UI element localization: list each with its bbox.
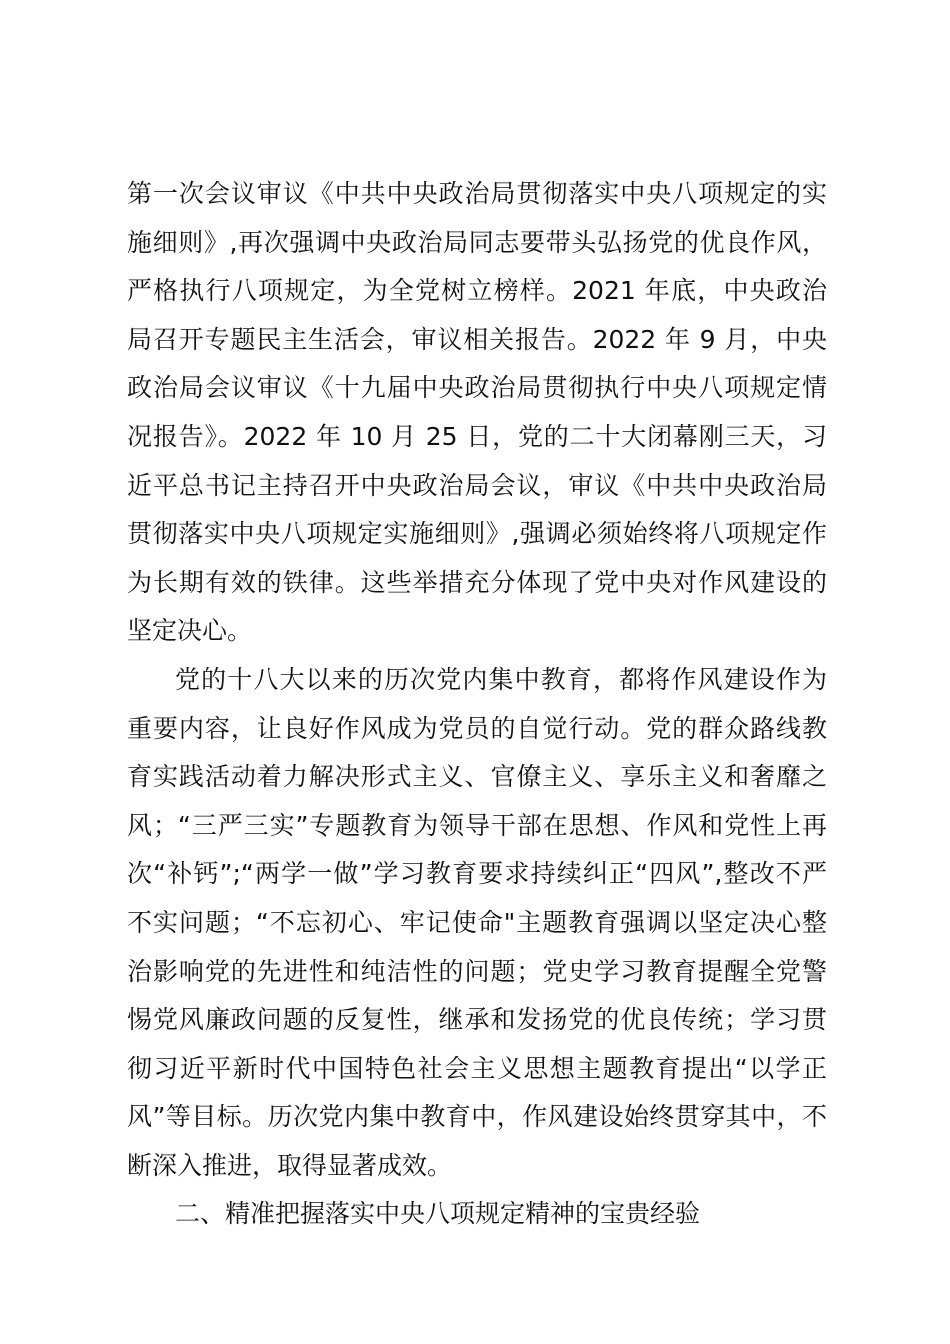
paragraph-2-line: 育实践活动着力解决形式主义、官僚主义、享乐主义和奢靡之 xyxy=(127,762,827,792)
document-body xyxy=(127,170,827,1239)
paragraph-1-line: 第一次会议审议《中共中央政治局贯彻落实中央八项规定的实 xyxy=(127,179,827,208)
paragraph-1-line: 近平总书记主持召开中央政治局会议，审议《中共中央政治局 xyxy=(127,470,827,500)
paragraph-2-line: 惕党风廉政问题的反复性，继承和发扬党的优良传统；学习贯 xyxy=(127,1005,827,1035)
paragraph-2-line: 治影响党的先进性和纯洁性的问题；党史学习教育提醒全党警 xyxy=(127,956,827,986)
paragraph-1-line: 贯彻落实中央八项规定实施细则》,强调必须始终将八项规定作 xyxy=(127,519,827,549)
section-heading-text: 二、精准把握落实中央八项规定精神的宝贵经验 xyxy=(175,1199,701,1229)
paragraph-2-line: 断深入推进，取得显著成效。 xyxy=(127,1150,453,1180)
paragraph-1-line: 为长期有效的铁律。这些举措充分体现了党中央对作风建设的 xyxy=(127,567,827,597)
section-heading xyxy=(127,1190,827,1239)
paragraph-2 xyxy=(127,656,827,1191)
paragraph-1-line: 政治局会议审议《十九届中央政治局贯彻执行中央八项规定情 xyxy=(127,373,827,403)
paragraph-2-line: 风”等目标。历次党内集中教育中，作风建设始终贯穿其中，不 xyxy=(127,1102,827,1132)
paragraph-1-line: 况报告》。2022 年 10 月 25 日，党的二十大闭幕刚三天，习 xyxy=(127,421,827,451)
paragraph-1 xyxy=(127,170,827,656)
paragraph-1-line: 坚定决心。 xyxy=(127,616,253,646)
paragraph-2-line: 风；“三严三实”专题教育为领导干部在思想、作风和党性上再 xyxy=(127,810,827,840)
paragraph-2-line: 党的十八大以来的历次党内集中教育，都将作风建设作为 xyxy=(175,664,827,694)
paragraph-1-line: 严格执行八项规定，为全党树立榜样。2021 年底，中央政治 xyxy=(127,276,827,306)
paragraph-2-line: 不实问题；“不忘初心、牢记使命"主题教育强调以坚定决心整 xyxy=(127,907,827,937)
paragraph-2-line: 次“补钙”;“两学一做”学习教育要求持续纠正“四风”,整改不严 xyxy=(127,859,827,889)
paragraph-1-line: 施细则》,再次强调中央政治局同志要带头弘扬党的优良作风， xyxy=(127,227,827,257)
paragraph-1-line: 局召开专题民主生活会，审议相关报告。2022 年 9 月，中央 xyxy=(127,324,827,354)
paragraph-2-line: 重要内容，让良好作风成为党员的自觉行动。党的群众路线教 xyxy=(127,713,827,743)
paragraph-2-line: 彻习近平新时代中国特色社会主义思想主题教育提出“以学正 xyxy=(127,1053,827,1083)
